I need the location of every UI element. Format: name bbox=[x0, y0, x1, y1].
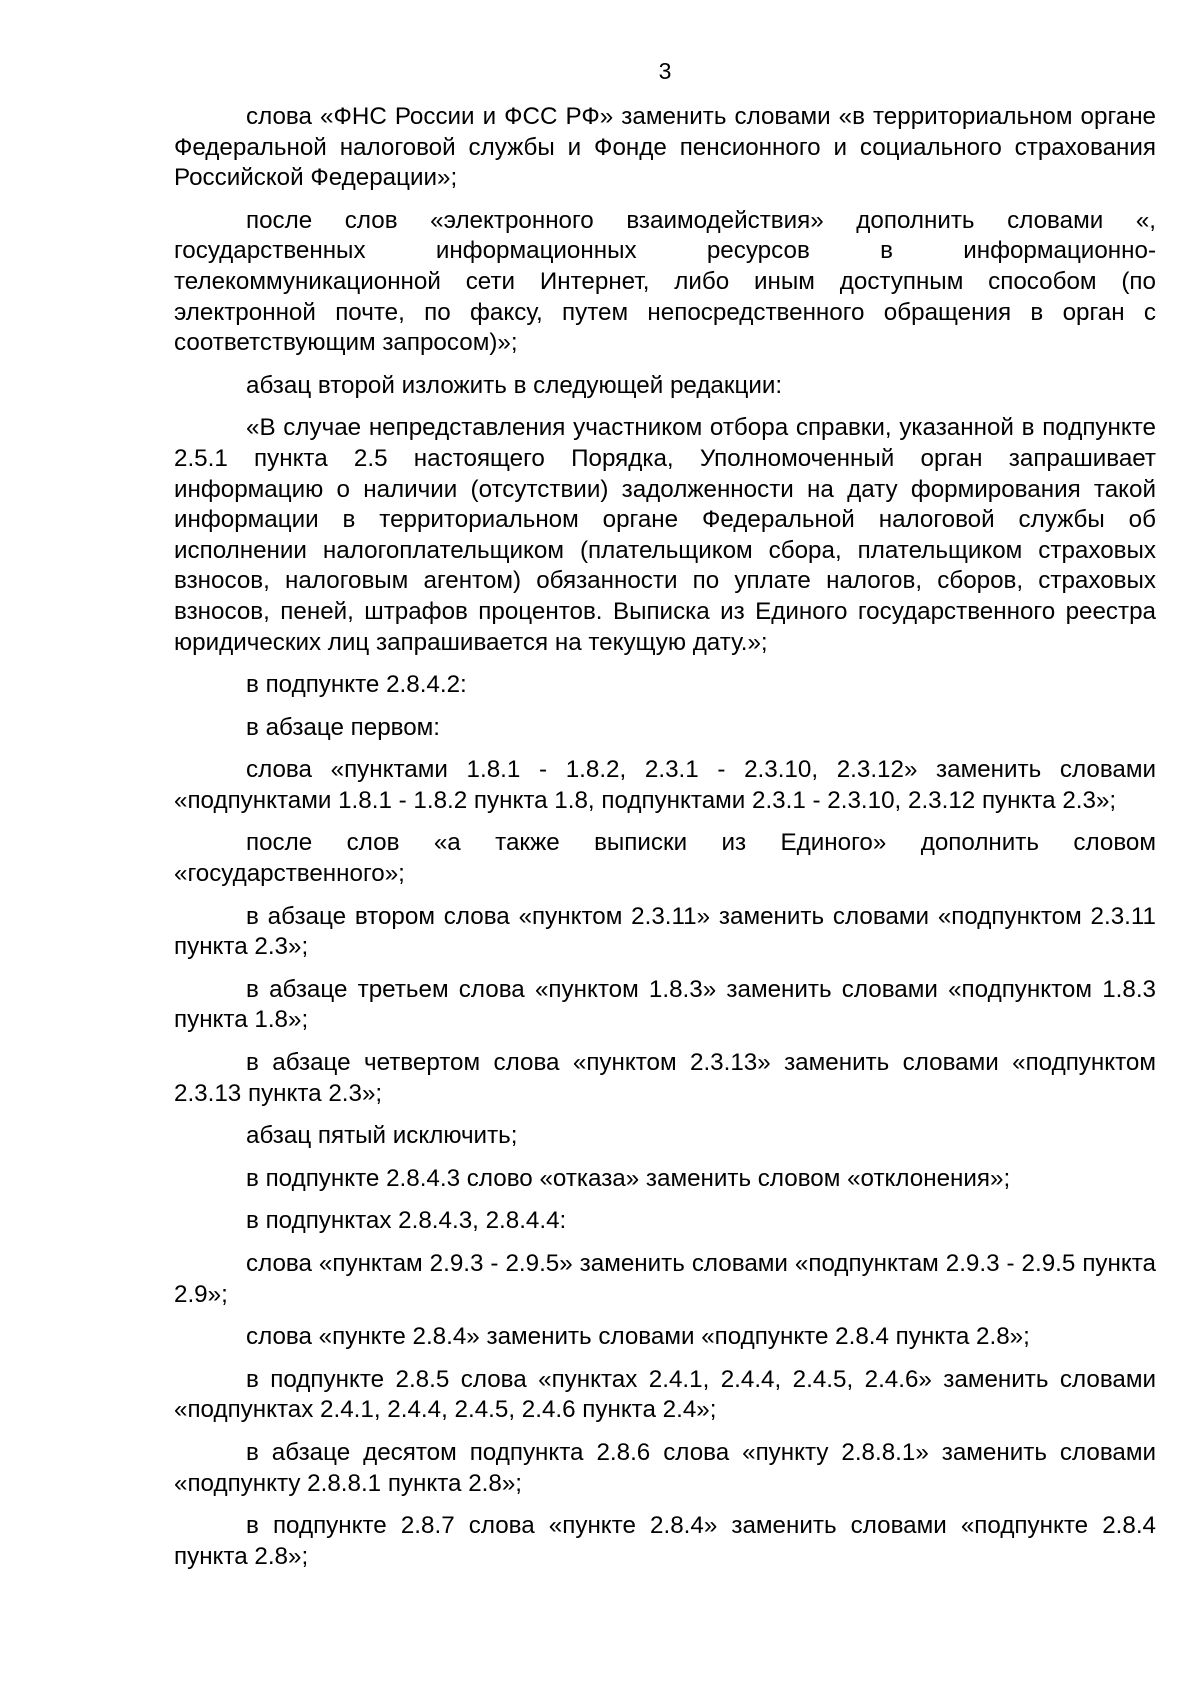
paragraph: слова «пункте 2.8.4» заменить словами «подпункте 2.8.4 пункта 2.8»; bbox=[246, 1323, 1030, 1351]
paragraph: в абзаце десятом подпункта 2.8.6 слова «пункту 2.8.8.1» заменить словами «подпункту 2.8.8.1 пункта 2.8»; bbox=[174, 1438, 1156, 1497]
paragraph: абзац второй изложить в следующей редакции: bbox=[246, 371, 783, 399]
paragraph: в абзаце первом: bbox=[246, 713, 441, 741]
paragraph: в подпунктах 2.8.4.3, 2.8.4.4: bbox=[246, 1207, 567, 1235]
paragraph: в подпункте 2.8.5 слова «пунктах 2.4.1, 2.4.4, 2.4.5, 2.4.6» заменить словами «подпунктах 2.4.1, 2.4.4, 2.4.5, 2.4.6 пункта 2.4»; bbox=[174, 1365, 1156, 1424]
paragraph: в абзаце втором слова «пунктом 2.3.11» заменить словами «подпунктом 2.3.11 пункта 2.3»; bbox=[174, 902, 1156, 961]
paragraph: в абзаце третьем слова «пунктом 1.8.3» заменить словами «подпунктом 1.8.3 пункта 1.8»; bbox=[174, 975, 1156, 1034]
document-page bbox=[174, 56, 1156, 1584]
paragraph: слова «пунктами 1.8.1 - 1.8.2, 2.3.1 - 2.3.10, 2.3.12» заменить словами «подпунктами 1.8.1 - 1.8.2 пункта 1.8, подпунктами 2.3.1 - 2.3.10, 2.3.12 пункта 2.3»; bbox=[174, 756, 1156, 814]
paragraph: «В случае непредставления участником отбора справки, указанной в подпункте 2.5.1 пункта 2.5 настоящего Порядка, Уполномоченный орган запрашивает информацию о наличии (отсутствии) задолженности на дату формирования такой информации в территориальном органе Федеральной налоговой службы об исполнении налогоплательщиком (плательщиком сбора, плательщиком страховых взносов, налоговым агентом) обязанности по уплате налогов, сборов, страховых взносов, пеней, штрафов процентов. Выписка из Единого государственного реестра юридических лиц запрашивается на текущую дату.»; bbox=[174, 414, 1156, 656]
paragraph: в абзаце четвертом слова «пунктом 2.3.13» заменить словами «подпунктом 2.3.13 пункта 2.3»; bbox=[174, 1049, 1156, 1107]
paragraph: после слов «электронного взаимодействия» дополнить словами «, государственных информационных ресурсов в информационно-телекоммуникационной сети Интернет, либо иным доступным способом (по электронной почте, по факсу, путем непосредственного обращения в орган с соответствующим запросом)»; bbox=[174, 206, 1156, 357]
paragraph: в подпункте 2.8.4.3 слово «отказа» заменить словом «отклонения»; bbox=[246, 1164, 1011, 1192]
paragraph: абзац пятый исключить; bbox=[246, 1122, 518, 1150]
paragraph: слова «ФНС России и ФСС РФ» заменить словами «в территориальном органе Федеральной налоговой службы и Фонде пенсионного и социального страхования Российской Федерации»; bbox=[174, 103, 1156, 192]
page-number: 3 bbox=[658, 58, 672, 84]
paragraph: после слов «а также выписки из Единого» дополнить словом «государственного»; bbox=[174, 829, 1156, 888]
paragraph: в подпункте 2.8.7 слова «пункте 2.8.4» заменить словами «подпункте 2.8.4 пункта 2.8»; bbox=[174, 1512, 1156, 1570]
paragraph: в подпункте 2.8.4.2: bbox=[246, 671, 467, 699]
paragraph: слова «пунктам 2.9.3 - 2.9.5» заменить словами «подпунктам 2.9.3 - 2.9.5 пункта 2.9»; bbox=[174, 1250, 1156, 1308]
